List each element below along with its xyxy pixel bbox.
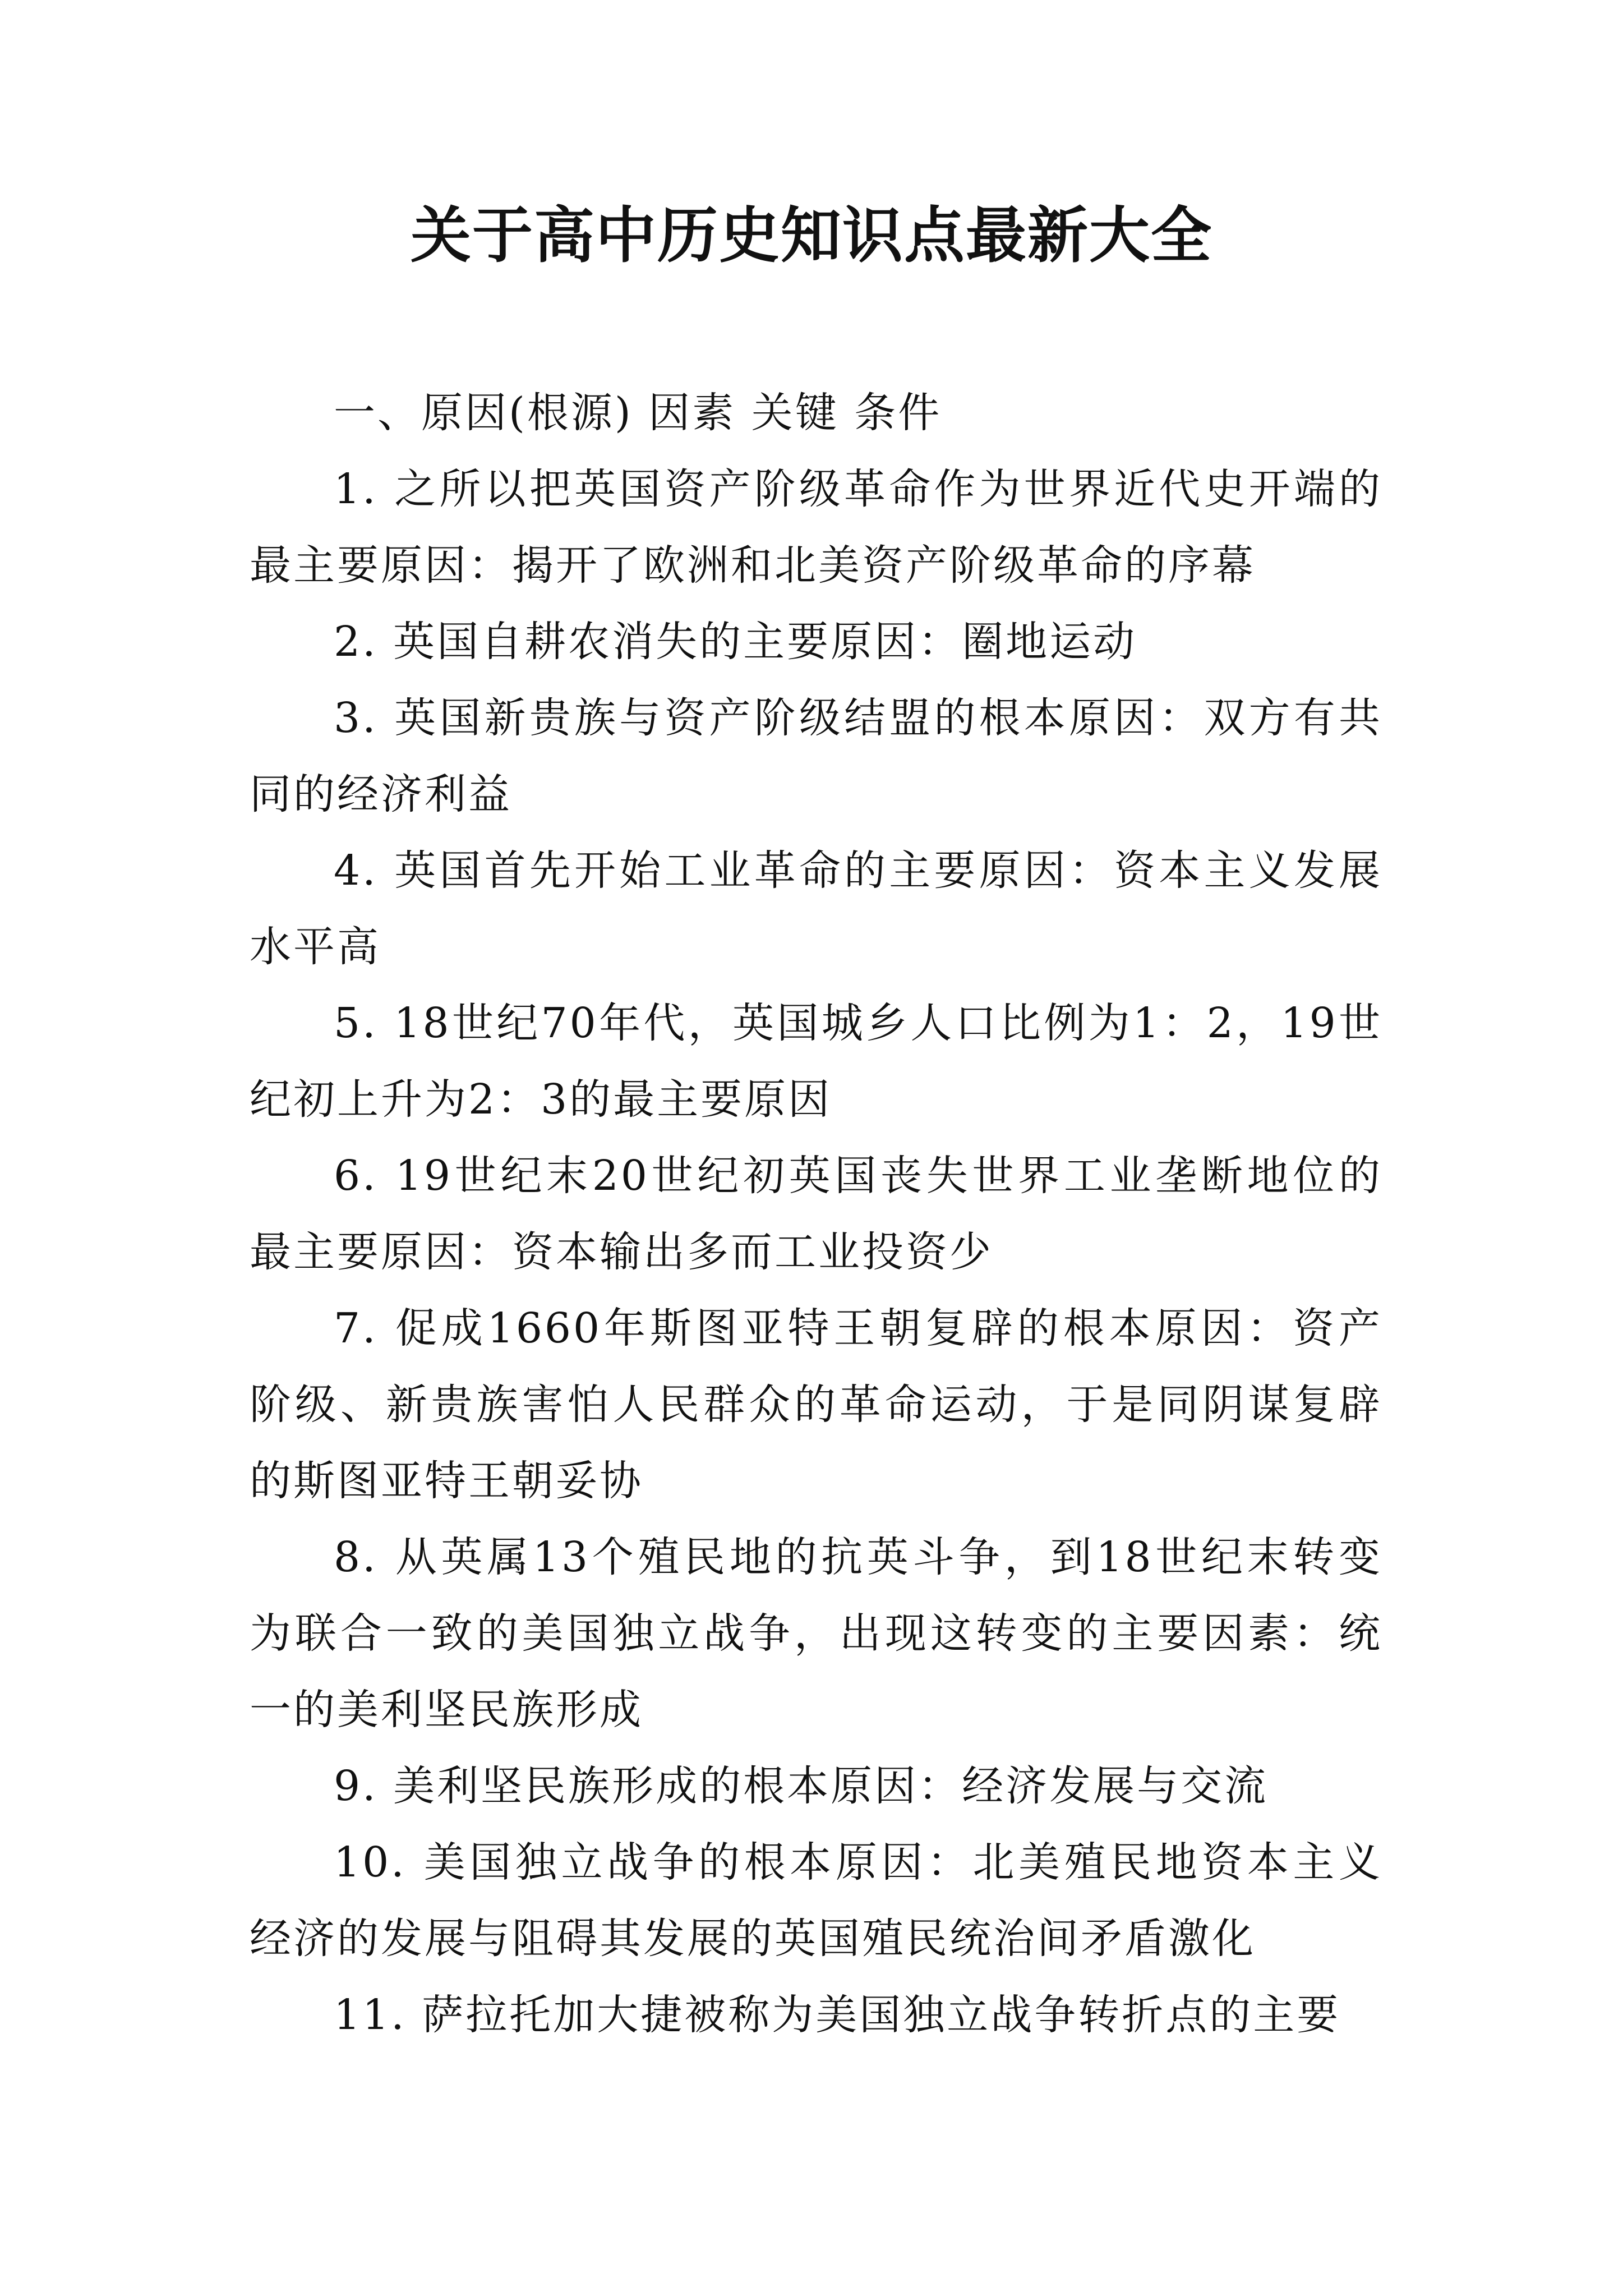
list-item: 2. 英国自耕农消失的主要原因：圈地运动 bbox=[334, 618, 1137, 666]
document-title: 关于高中历史知识点最新大全 bbox=[410, 200, 1212, 271]
document-body bbox=[250, 375, 1382, 2053]
list-item: 5. 18世纪70年代，英国城乡人口比例为1：2，19世纪初上升为2：3的最主要原因 bbox=[250, 999, 1382, 1124]
section-heading: 一、原因(根源) 因素 关键 条件 bbox=[334, 389, 942, 437]
list-item: 10. 美国独立战争的根本原因：北美殖民地资本主义经济的发展与阻碍其发展的英国殖民统治间矛盾激化 bbox=[250, 1838, 1382, 1963]
list-item: 4. 英国首先开始工业革命的主要原因：资本主义发展水平高 bbox=[250, 846, 1382, 971]
list-item: 1. 之所以把英国资产阶级革命作为世界近代史开端的最主要原因：揭开了欧洲和北美资产阶级革命的序幕 bbox=[250, 465, 1382, 590]
list-item: 3. 英国新贵族与资产阶级结盟的根本原因：双方有共同的经济利益 bbox=[250, 694, 1382, 818]
list-item: 6. 19世纪末20世纪初英国丧失世界工业垄断地位的最主要原因：资本输出多而工业投资少 bbox=[250, 1152, 1382, 1276]
list-item: 7. 促成1660年斯图亚特王朝复辟的根本原因：资产阶级、新贵族害怕人民群众的革命运动，于是同阴谋复辟的斯图亚特王朝妥协 bbox=[250, 1304, 1382, 1505]
list-item: 8. 从英属13个殖民地的抗英斗争，到18世纪末转变为联合一致的美国独立战争，出现这转变的主要因素：统一的美利坚民族形成 bbox=[250, 1533, 1382, 1734]
list-item: 9. 美利坚民族形成的根本原因：经济发展与交流 bbox=[334, 1762, 1269, 1810]
list-item: 11. 萨拉托加大捷被称为美国独立战争转折点的主要 bbox=[334, 1991, 1341, 2039]
